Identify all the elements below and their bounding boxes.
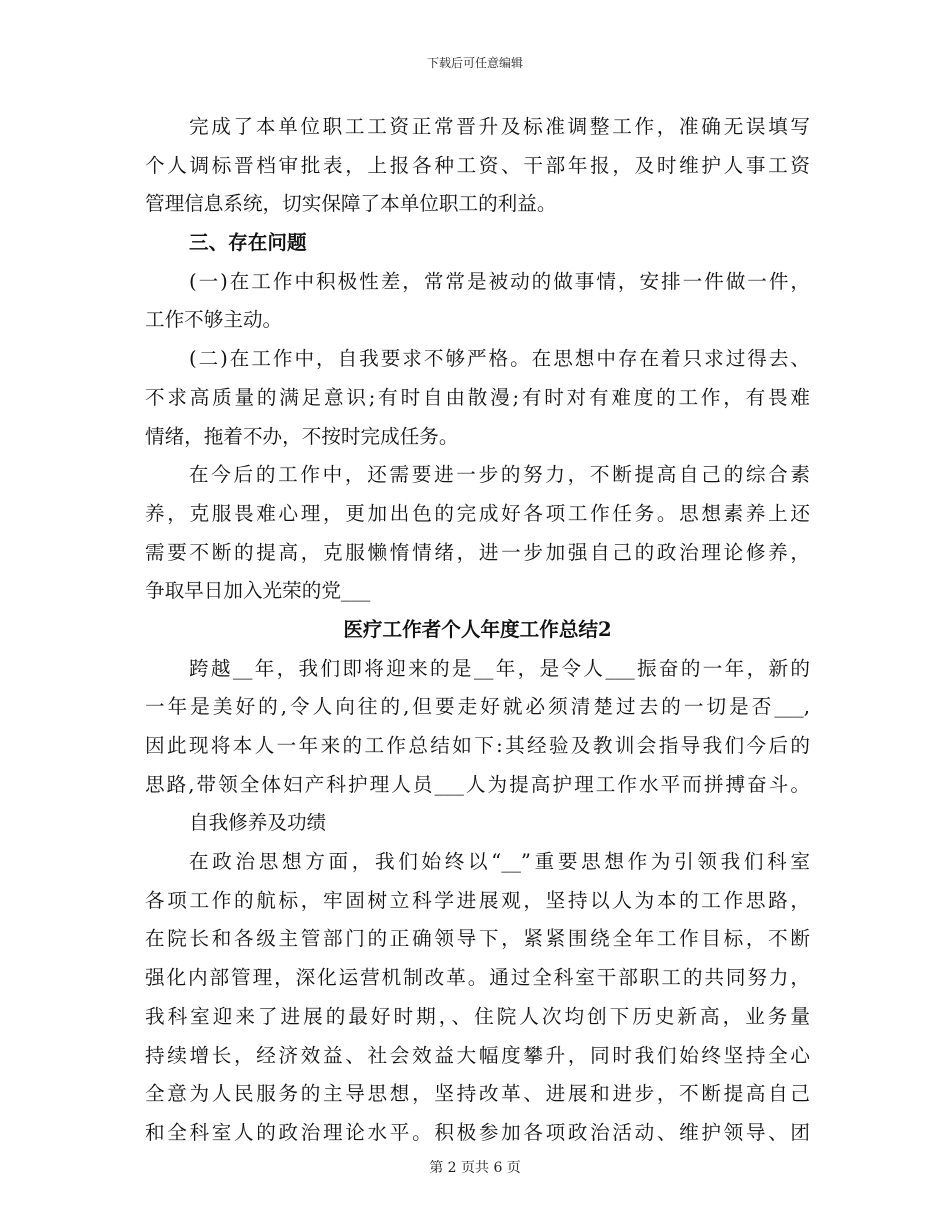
text-line: 工作不够主动。 — [145, 308, 283, 332]
text-line: 养，克服畏难心理，更加出色的完成好各项工作任务。思想素养上还 — [145, 501, 810, 525]
page-number: 第 2 页共 6 页 — [429, 1160, 521, 1176]
text-line: 完成了本单位职工工资正常晋升及标准调整工作，准确无误填写 — [189, 115, 810, 138]
text-line: 在今后的工作中，还需要进一步的努力，不断提高自己的综合素 — [189, 463, 810, 487]
header-note: 下载后可任意编辑 — [426, 56, 523, 70]
text-line: 一年是美好的,令人向往的,但要走好就必须清楚过去的一切是否___, — [145, 695, 810, 719]
text-line: 争取早日加入光荣的党___ — [145, 579, 371, 603]
text-line: 情绪，拖着不办，不按时完成任务。 — [145, 424, 459, 448]
paragraph-problem-2 — [145, 340, 810, 456]
section-title: 医疗工作者个人年度工作总结2 — [343, 617, 612, 641]
section-heading-problems: 三、存在问题 — [189, 231, 307, 255]
text-line: 我科室迎来了进展的最好时期，、住院人次均创下历史新高，业务量 — [145, 1004, 810, 1028]
paragraph-future — [145, 456, 810, 611]
subheading-self-cultivation: 自我修养及功绩 — [189, 811, 327, 835]
text-line: 需要不断的提高，克服懒惰情绪，进一步加强自己的政治理论修养， — [145, 540, 810, 564]
paragraph-intro — [145, 650, 810, 805]
text-line: 和全科室人的政治理论水平。积极参加各项政治活动、维护领导、团 — [145, 1120, 810, 1144]
paragraph-problem-1 — [145, 263, 810, 340]
text-line: (二)在工作中，自我要求不够严格。在思想中存在着只求过得去、 — [189, 347, 810, 371]
text-line: 在院长和各级主管部门的正确领导下，紧紧围绕全年工作目标，不断 — [145, 927, 810, 951]
paragraph-salary — [145, 108, 810, 224]
document-body — [145, 108, 810, 1153]
text-line: 不求高质量的满足意识;有时自由散漫;有时对有难度的工作，有畏难 — [145, 385, 810, 409]
text-line: 在政治思想方面，我们始终以“__”重要思想作为引领我们科室 — [189, 850, 810, 874]
paragraph-political — [145, 843, 810, 1153]
text-line: 强化内部管理，深化运营机制改革。通过全科室干部职工的共同努力， — [145, 966, 810, 990]
text-line: 持续增长，经济效益、社会效益大幅度攀升，同时我们始终坚持全心 — [145, 1043, 810, 1067]
text-line: 管理信息系统，切实保障了本单位职工的利益。 — [145, 192, 557, 216]
text-line: 思路,带领全体妇产科护理人员___人为提高护理工作水平而拼搏奋斗。 — [145, 772, 810, 796]
text-line: 跨越__年，我们即将迎来的是__年，是令人___振奋的一年，新的 — [189, 656, 810, 680]
text-line: 因此现将本人一年来的工作总结如下:其经验及教训会指导我们今后的 — [145, 734, 810, 757]
text-line: 个人调标晋档审批表，上报各种工资、干部年报，及时维护人事工资 — [145, 153, 810, 177]
text-line: 各项工作的航标，牢固树立科学进展观，坚持以人为本的工作思路， — [145, 888, 810, 912]
text-line: 全意为人民服务的主导思想，坚持改革、进展和进步，不断提高自己 — [145, 1082, 810, 1106]
text-line: (一)在工作中积极性差，常常是被动的做事情，安排一件做一件， — [189, 269, 810, 293]
